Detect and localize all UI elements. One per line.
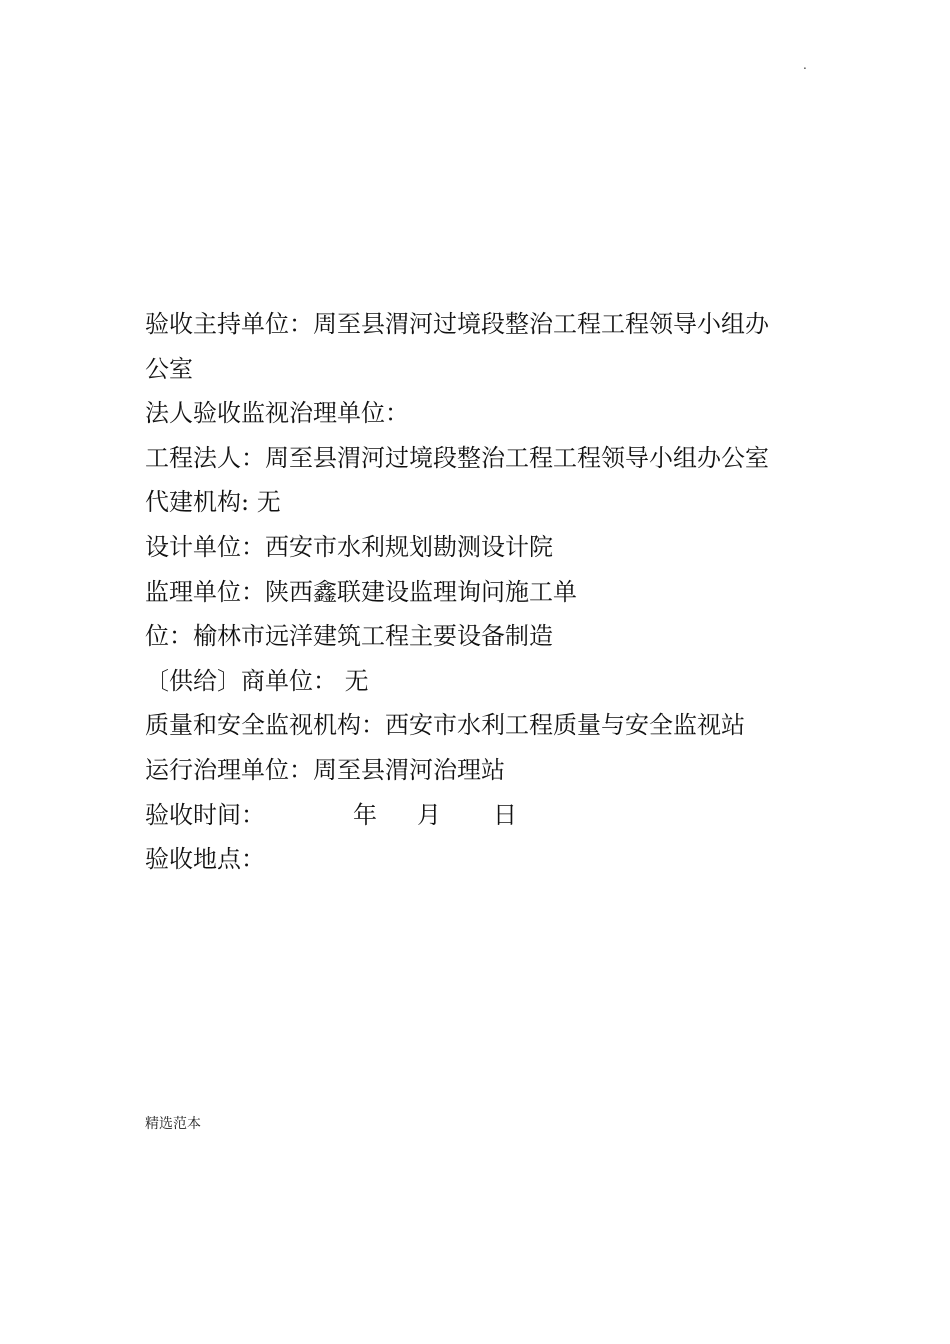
date-year: 年 [353,800,377,829]
agency-construction-line: 代建机构: 无 [145,488,281,517]
date-month: 月 [417,800,441,829]
corner-mark: . [803,58,807,72]
supervision-unit-line: 法人验收监视治理单位： [145,399,409,428]
design-unit-line: 设计单位：西安市水利规划勘测设计院 [145,532,553,561]
quality-safety-line: 质量和安全监视机构：西安市水利工程质量与安全监视站 [145,711,745,740]
host-unit-line: 验收主持单位：周至县渭河过境段整治工程工程领导小组办 [145,310,769,338]
project-legal-person-line: 工程法人：周至县渭河过境段整治工程工程领导小组办公室 [145,443,769,472]
operation-unit-line: 运行治理单位：周至县渭河治理站 [145,755,505,784]
acceptance-date-label: 验收时间： [145,800,265,829]
construction-unit-line: 位：榆林市远洋建筑工程主要设备制造 [145,622,553,651]
footer-note: 精选范本 [145,1116,201,1132]
supplier-unit-line: 〔供给〕商单位： 无 [145,666,369,695]
acceptance-info-block [145,302,825,882]
acceptance-date-line [145,793,825,838]
host-unit-line-continued: 公室 [145,354,193,383]
acceptance-place-line: 验收地点： [145,845,265,874]
supervisor-unit-line: 监理单位：陕西鑫联建设监理询问施工单 [145,577,577,606]
date-day: 日 [493,800,517,829]
